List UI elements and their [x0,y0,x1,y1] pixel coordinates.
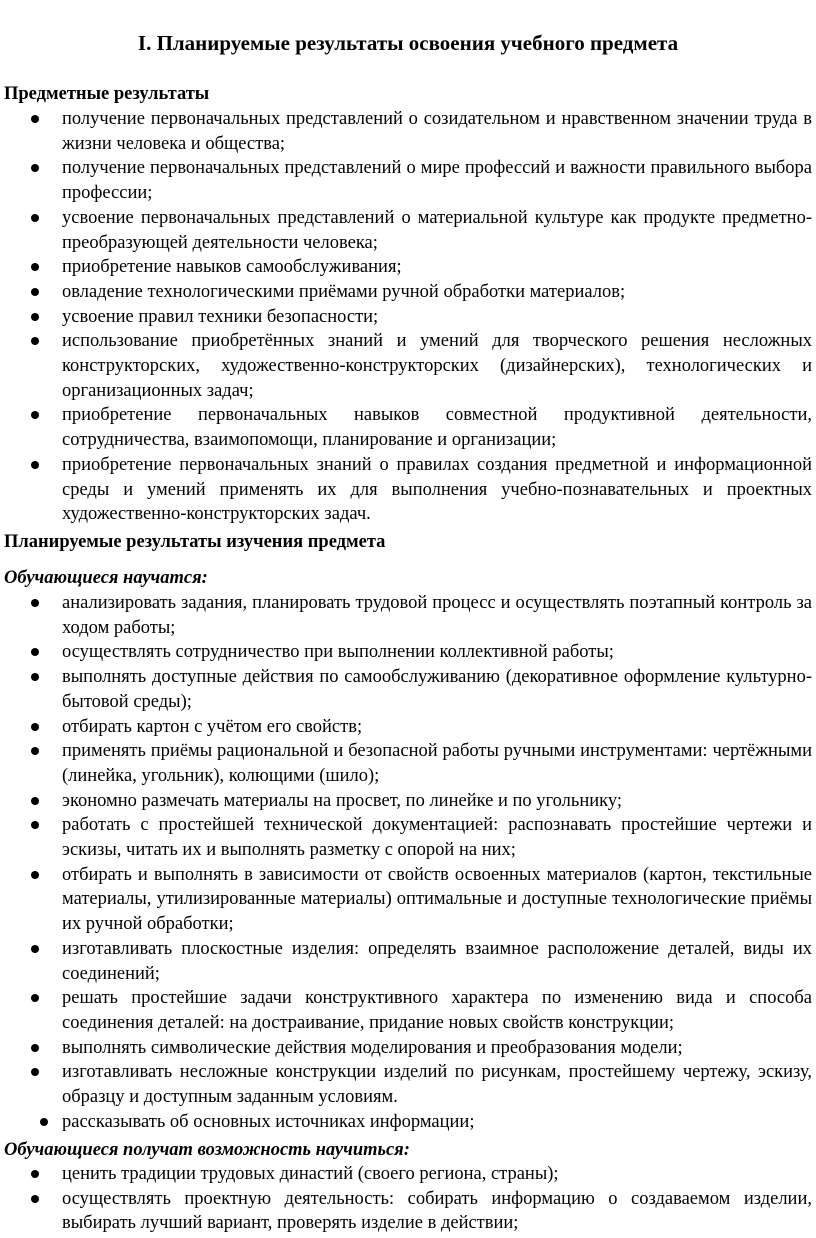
list-item: рассказывать об основных источниках информации; [0,1110,816,1135]
bullet-icon [31,313,39,321]
bullet-icon [31,871,39,879]
list-item: выполнять символические действия моделирования и преобразования модели; [0,1036,816,1061]
list-item: изготавливать несложные конструкции изделий по рисункам, простейшему чертежу, эскизу, образцу и доступным заданным условиям. [0,1060,816,1109]
students-will-learn-list [0,591,816,1134]
bullet-icon [31,599,39,607]
list-item: выполнять доступные действия по самообслуживанию (декоративное оформление культурно-бытовой среды); [0,665,816,714]
list-item: отбирать и выполнять в зависимости от свойств освоенных материалов (картон, текстильные материалы, утилизированные материалы) оптимальные и доступные технологические приёмы их ручной обработки; [0,863,816,937]
bullet-icon [31,288,39,296]
list-item: приобретение первоначальных знаний о правилах создания предметной и информационной среды и умений применять их для выполнения учебно-познавательных и проектных художественно-конструкторских задач. [0,453,816,527]
list-item: применять приёмы рациональной и безопасной работы ручными инструментами: чертёжными (линейка, угольник), колющими (шило); [0,739,816,788]
bullet-icon [31,1170,39,1178]
bullet-icon [31,648,39,656]
section-heading-planned-results: Планируемые результаты изучения предмета [4,532,386,552]
bullet-icon [31,411,39,419]
list-item: экономно размечать материалы на просвет, по линейке и по угольнику; [0,789,816,814]
bullet-icon [31,461,39,469]
bullet-icon [31,214,39,222]
bullet-icon [31,994,39,1002]
list-item: осуществлять проектную деятельность: собирать информацию о создаваемом изделии, выбирать лучший вариант, проверять изделие в действии; [0,1187,816,1236]
list-item: получение первоначальных представлений о созидательном и нравственном значении труда в жизни человека и общества; [0,107,816,156]
list-item: получение первоначальных представлений о мире профессий и важности правильного выбора профессии; [0,156,816,205]
list-item: решать простейшие задачи конструктивного характера по изменению вида и способа соединения деталей: на достраивание, придание новых свойств конструкции; [0,986,816,1035]
opportunity-list [0,1162,816,1236]
bullet-icon [31,263,39,271]
bullet-icon [31,797,39,805]
list-item: использование приобретённых знаний и умений для творческого решения несложных конструкторских, художественно-конструкторских (дизайнерских), технологических и организационных задач; [0,329,816,403]
list-item: усвоение первоначальных представлений о материальной культуре как продукте предметно-преобразующей деятельности человека; [0,206,816,255]
list-item: овладение технологическими приёмами ручной обработки материалов; [0,280,816,305]
bullet-icon [31,164,39,172]
bullet-icon [31,1195,39,1203]
subject-results-list [0,107,816,527]
bullet-icon [31,1044,39,1052]
section-heading-subject-results: Предметные результаты [4,84,210,104]
bullet-icon [31,673,39,681]
bullet-icon [31,821,39,829]
section-heading-students-will-learn: Обучающиеся научатся: [4,568,208,588]
list-item: анализировать задания, планировать трудовой процесс и осуществлять поэтапный контроль за ходом работы; [0,591,816,640]
bullet-icon [40,1118,48,1126]
list-item: приобретение первоначальных навыков совместной продуктивной деятельности, сотрудничества, взаимопомощи, планирование и организации; [0,403,816,452]
bullet-icon [31,337,39,345]
section-heading-students-will-have-opportunity: Обучающиеся получат возможность научиться: [4,1140,410,1160]
bullet-icon [31,115,39,123]
bullet-icon [31,945,39,953]
list-item: приобретение навыков самообслуживания; [0,255,816,280]
list-item: изготавливать плоскостные изделия: определять взаимное расположение деталей, виды их соединений; [0,937,816,986]
bullet-icon [31,747,39,755]
list-item: отбирать картон с учётом его свойств; [0,715,816,740]
page-title: I. Планируемые результаты освоения учебного предмета [137,31,679,55]
list-item: осуществлять сотрудничество при выполнении коллективной работы; [0,640,816,665]
bullet-icon [31,1068,39,1076]
list-item: работать с простейшей технической документацией: распознавать простейшие чертежи и эскизы, читать их и выполнять разметку с опорой на них; [0,813,816,862]
bullet-icon [31,723,39,731]
list-item: усвоение правил техники безопасности; [0,305,816,330]
list-item: ценить традиции трудовых династий (своего региона, страны); [0,1162,816,1187]
